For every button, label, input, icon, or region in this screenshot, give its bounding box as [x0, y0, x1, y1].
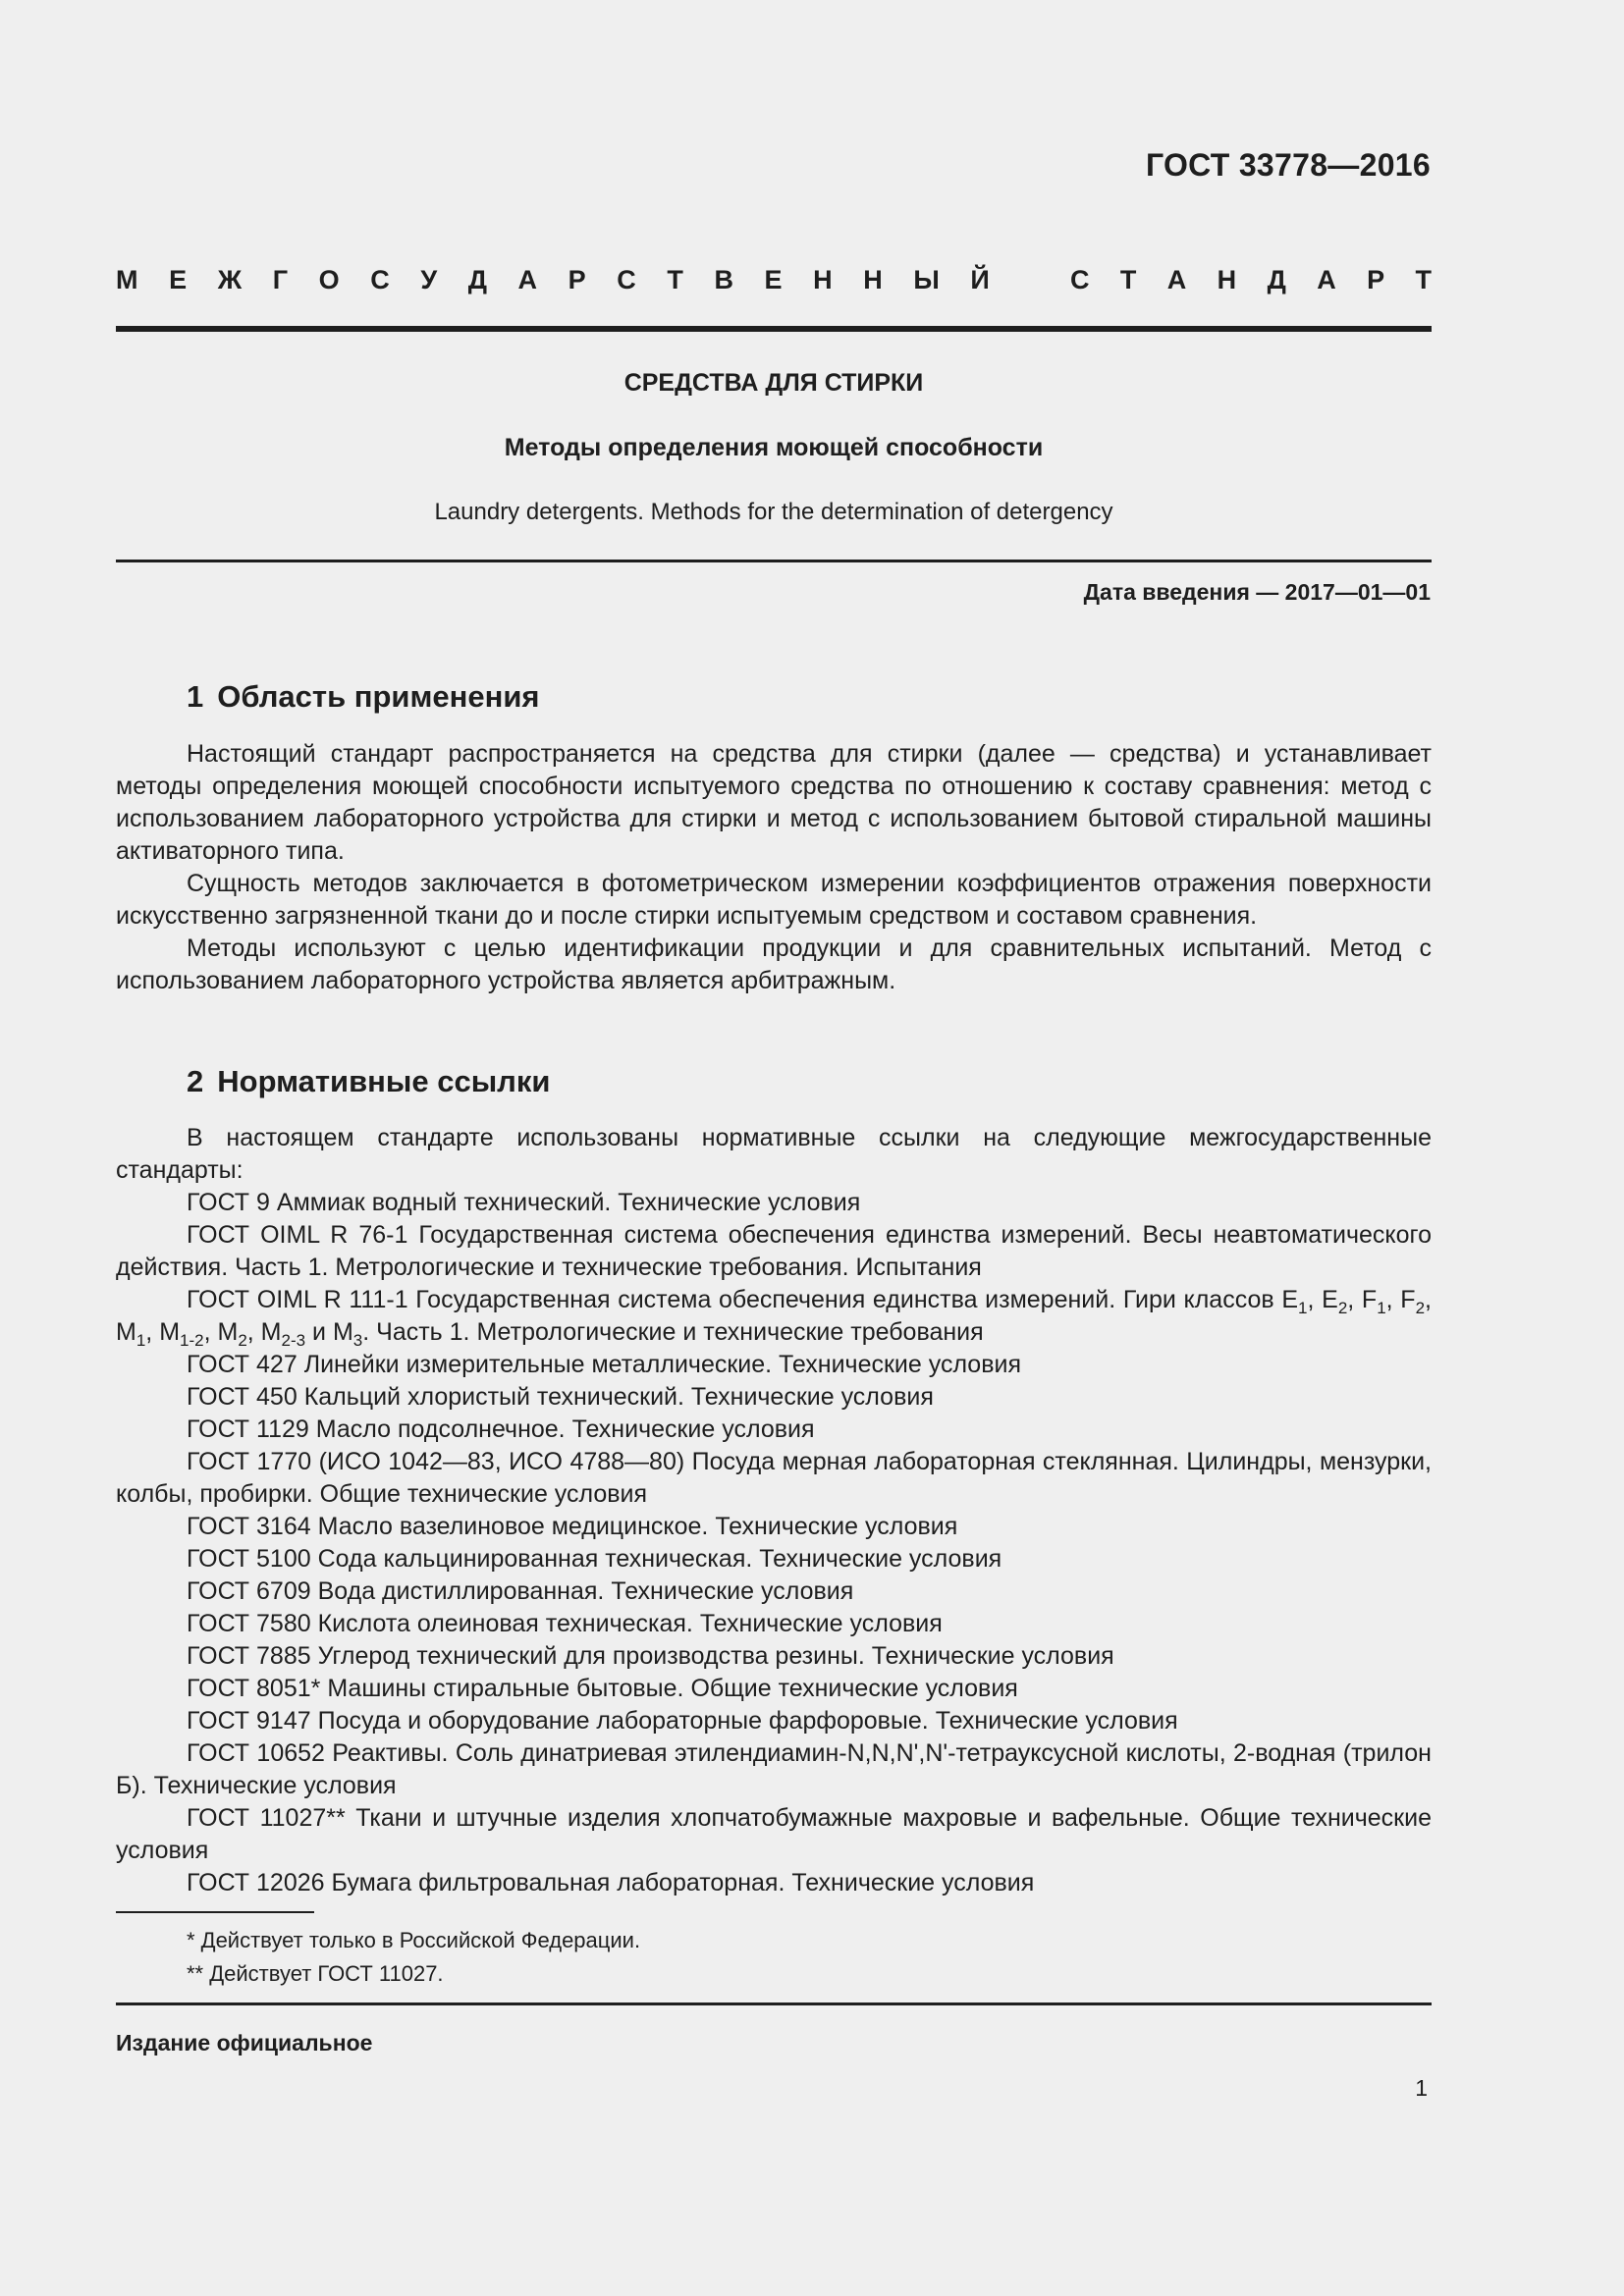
footer-divider	[116, 2002, 1432, 2005]
banner-letter: М	[116, 265, 138, 294]
banner-letter: С	[370, 265, 390, 294]
document-title: СРЕДСТВА ДЛЯ СТИРКИ	[623, 369, 924, 397]
paragraph: Сущность методов заключается в фотометрическом измерении коэффициентов отражения поверхности искусственно загрязненной ткани до и после стирки испытуемым средством и составом сравнения.	[116, 870, 1432, 930]
reference-item: ГОСТ 9147 Посуда и оборудование лабораторные фарфоровые. Технические условия	[187, 1707, 1178, 1735]
footnote: ** Действует ГОСТ 11027.	[187, 1961, 444, 1986]
reference-item: ГОСТ 10652 Реактивы. Соль динатриевая этилендиамин-N,N,N',N'-тетрауксусной кислоты, 2-водная (трилон Б). Технические условия	[116, 1739, 1432, 1799]
interstate-standard-banner	[116, 265, 1432, 295]
section-number: 2	[187, 1064, 204, 1098]
footnote-divider	[116, 1911, 314, 1913]
reference-item: ГОСТ 1770 (ИСО 1042—83, ИСО 4788—80) Посуда мерная лабораторная стеклянная. Цилиндры, мензурки, колбы, пробирки. Общие технические условия	[116, 1448, 1432, 1508]
banner-word-interstate	[116, 265, 990, 295]
banner-letter: Ы	[913, 265, 940, 294]
paragraph: Настоящий стандарт распространяется на средства для стирки (далее — средства) и устанавливает методы определения моющей способности испытуемого средства по отношению к составу сравнения: метод с использованием лабораторного устройства для стирки и метод с использованием бытовой стиральной машины активаторного типа.	[116, 740, 1432, 865]
banner-letter: Е	[169, 265, 188, 294]
banner-letter: Т	[667, 265, 683, 294]
document-subtitle: Методы определения моющей способности	[504, 434, 1044, 461]
footnote: * Действует только в Российской Федерации.	[187, 1928, 641, 1952]
paragraph: В настоящем стандарте использованы нормативные ссылки на следующие межгосударственные стандарты:	[116, 1124, 1432, 1184]
banner-letter: Н	[813, 265, 833, 294]
banner-letter: Д	[1267, 265, 1286, 294]
banner-letter: У	[420, 265, 438, 294]
reference-item: ГОСТ 6709 Вода дистиллированная. Технические условия	[187, 1577, 854, 1605]
official-edition-label: Издание официальное	[116, 2030, 373, 2056]
reference-item: ГОСТ 9 Аммиак водный технический. Технические условия	[187, 1189, 861, 1216]
banner-letter: Р	[1367, 265, 1385, 294]
section-title: Область применения	[217, 679, 540, 714]
banner-letter: Р	[568, 265, 586, 294]
reference-item: ГОСТ 7885 Углерод технический для производства резины. Технические условия	[187, 1642, 1114, 1670]
page-number: 1	[1415, 2075, 1428, 2101]
weight-classes: $E_1$, $E_2$, $F_1$, $F_2$, $M_1$, $M_{1-2}$, $M_2$, $M_{2-3}$ и $M_3$.	[116, 1286, 1432, 1350]
paragraph: Методы используют с целью идентификации продукции и для сравнительных испытаний. Метод с использованием лабораторного устройства является арбитражным.	[116, 934, 1432, 994]
section-number: 1	[187, 679, 204, 714]
reference-item: ГОСТ 12026 Бумага фильтровальная лабораторная. Технические условия	[187, 1869, 1035, 1896]
banner-letter: С	[617, 265, 636, 294]
section-1-heading	[187, 679, 540, 715]
banner-letter: А	[517, 265, 538, 294]
header-divider	[116, 326, 1432, 332]
banner-letter: Т	[1415, 265, 1432, 294]
banner-letter: Г	[272, 265, 289, 294]
banner-letter: Н	[1217, 265, 1237, 294]
reference-item: ГОСТ 11027** Ткани и штучные изделия хлопчатобумажные махровые и вафельные. Общие технические условия	[116, 1804, 1432, 1864]
banner-letter: А	[1317, 265, 1336, 294]
reference-item: ГОСТ OIML R 111-1 Государственная система обеспечения единства измерений. Гири классов $E_1$, $E_2$, $F_1$, $F_2$, $M_1$, $M_{1-2}$, $M_2$, $M_{2-3}$ и $M_3$. Часть 1. Метрологические и технические требования	[116, 1286, 1432, 1350]
reference-item: ГОСТ 3164 Масло вазелиновое медицинское. Технические условия	[187, 1513, 958, 1540]
banner-letter: Й	[970, 265, 990, 294]
document-number: ГОСТ 33778—2016	[1145, 147, 1431, 183]
section-2-body	[116, 1122, 1432, 1899]
reference-item: ГОСТ 450 Кальций хлористый технический. Технические условия	[187, 1383, 934, 1411]
document-title-english: Laundry detergents. Methods for the determination of detergency	[434, 499, 1113, 525]
section-2-heading	[187, 1064, 550, 1099]
banner-letter: Т	[1119, 265, 1137, 294]
footnotes	[187, 1924, 640, 1991]
reference-item: ГОСТ 7580 Кислота олеиновая техническая. Технические условия	[187, 1610, 943, 1637]
reference-item: ГОСТ 8051* Машины стиральные бытовые. Общие технические условия	[187, 1675, 1018, 1702]
banner-letter: А	[1166, 265, 1187, 294]
reference-item: ГОСТ OIML R 76-1 Государственная система обеспечения единства измерений. Весы неавтоматического действия. Часть 1. Метрологические и технические требования. Испытания	[116, 1221, 1433, 1281]
banner-letter: О	[318, 265, 340, 294]
banner-letter: Е	[764, 265, 783, 294]
section-title: Нормативные ссылки	[217, 1064, 551, 1098]
banner-word-standard	[1070, 265, 1432, 295]
reference-item: ГОСТ 1129 Масло подсолнечное. Технические условия	[187, 1415, 815, 1443]
banner-letter: С	[1070, 265, 1090, 294]
reference-item: ГОСТ 427 Линейки измерительные металлические. Технические условия	[187, 1351, 1021, 1378]
title-divider	[116, 560, 1432, 562]
banner-letter: Ж	[217, 265, 243, 294]
section-1-body	[116, 738, 1432, 997]
banner-letter: Н	[863, 265, 883, 294]
banner-letter: В	[714, 265, 733, 294]
introduction-date: Дата введения — 2017—01—01	[1083, 579, 1431, 605]
banner-letter: Д	[467, 265, 487, 294]
reference-item: ГОСТ 5100 Сода кальцинированная техническая. Технические условия	[187, 1545, 1002, 1573]
